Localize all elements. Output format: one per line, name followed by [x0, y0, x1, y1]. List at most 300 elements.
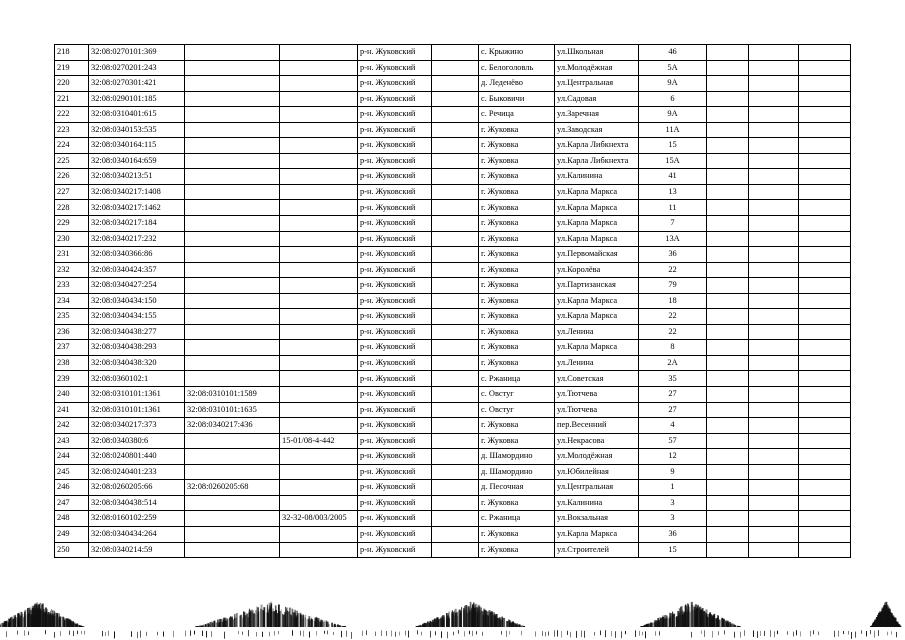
- cell-locality: г. Жуковка: [479, 262, 555, 278]
- cell-locality: с. Овстуг: [479, 402, 555, 418]
- cell-cad: 32:08:0270101:369: [89, 45, 185, 61]
- cell-district: р-н. Жуковский: [358, 526, 432, 542]
- cell-extra2: [749, 526, 799, 542]
- cell-house: 57: [639, 433, 707, 449]
- cell-district: р-н. Жуковский: [358, 355, 432, 371]
- cell-district: р-н. Жуковский: [358, 309, 432, 325]
- table-row: [55, 340, 851, 356]
- cell-num: 224: [55, 138, 89, 154]
- cell-street: ул.Заводская: [555, 122, 639, 138]
- cell-cad_prev: [185, 216, 280, 232]
- cell-cad: 32:08:0310401:615: [89, 107, 185, 123]
- cell-extra3: [799, 91, 851, 107]
- cell-street: ул.Калинина: [555, 495, 639, 511]
- cell-extra3: [799, 60, 851, 76]
- cell-empty: [432, 278, 479, 294]
- table-row: [55, 542, 851, 558]
- cell-district: р-н. Жуковский: [358, 340, 432, 356]
- cell-district: р-н. Жуковский: [358, 138, 432, 154]
- cell-locality: г. Жуковка: [479, 200, 555, 216]
- cell-cad: 32:08:0340217:184: [89, 216, 185, 232]
- cell-num: 237: [55, 340, 89, 356]
- cell-extra3: [799, 262, 851, 278]
- cell-extra3: [799, 526, 851, 542]
- table-row: [55, 309, 851, 325]
- cell-reg: [280, 91, 358, 107]
- cell-extra1: [707, 231, 749, 247]
- table-row: [55, 387, 851, 403]
- cell-district: р-н. Жуковский: [358, 91, 432, 107]
- cell-street: ул.Карла Маркса: [555, 184, 639, 200]
- cell-cad_prev: 32:08:0310101:1635: [185, 402, 280, 418]
- cell-reg: [280, 231, 358, 247]
- cell-street: ул.Центральная: [555, 480, 639, 496]
- cell-extra3: [799, 371, 851, 387]
- table-row: [55, 107, 851, 123]
- cell-reg: [280, 324, 358, 340]
- cell-num: 240: [55, 387, 89, 403]
- cell-empty: [432, 45, 479, 61]
- cell-house: 2А: [639, 355, 707, 371]
- cell-locality: с. Речица: [479, 107, 555, 123]
- cell-cad: 32:08:0360102:1: [89, 371, 185, 387]
- table-row: [55, 231, 851, 247]
- cell-district: р-н. Жуковский: [358, 480, 432, 496]
- cell-empty: [432, 402, 479, 418]
- table-row: [55, 511, 851, 527]
- scan-noise-blob: [195, 602, 346, 627]
- cell-num: 223: [55, 122, 89, 138]
- cell-num: 229: [55, 216, 89, 232]
- cell-house: 6: [639, 91, 707, 107]
- cell-extra1: [707, 153, 749, 169]
- cell-extra1: [707, 340, 749, 356]
- cell-extra2: [749, 231, 799, 247]
- cell-cad: 32:08:0270301:421: [89, 76, 185, 92]
- cell-locality: г. Жуковка: [479, 418, 555, 434]
- cell-extra3: [799, 495, 851, 511]
- cell-extra3: [799, 418, 851, 434]
- cell-cad_prev: [185, 511, 280, 527]
- cell-extra2: [749, 387, 799, 403]
- cell-locality: г. Жуковка: [479, 216, 555, 232]
- cell-locality: г. Жуковка: [479, 433, 555, 449]
- cell-cad_prev: [185, 107, 280, 123]
- cell-reg: 15-01/08-4-442: [280, 433, 358, 449]
- cell-empty: [432, 107, 479, 123]
- cell-reg: [280, 371, 358, 387]
- cell-extra3: [799, 107, 851, 123]
- cell-extra3: [799, 122, 851, 138]
- cell-num: 238: [55, 355, 89, 371]
- cell-house: 4: [639, 418, 707, 434]
- table-row: [55, 200, 851, 216]
- cell-empty: [432, 309, 479, 325]
- cell-street: ул.Карла Маркса: [555, 526, 639, 542]
- cell-extra2: [749, 433, 799, 449]
- cell-house: 5А: [639, 60, 707, 76]
- cell-district: р-н. Жуковский: [358, 402, 432, 418]
- cell-locality: г. Жуковка: [479, 231, 555, 247]
- cell-cad_prev: [185, 278, 280, 294]
- cell-street: ул.Карла Маркса: [555, 293, 639, 309]
- cell-extra2: [749, 340, 799, 356]
- cell-extra1: [707, 184, 749, 200]
- cell-extra1: [707, 76, 749, 92]
- cell-extra2: [749, 107, 799, 123]
- cell-cad_prev: [185, 526, 280, 542]
- cell-extra2: [749, 449, 799, 465]
- cell-cad_prev: [185, 231, 280, 247]
- cell-reg: [280, 216, 358, 232]
- cell-extra3: [799, 138, 851, 154]
- table-row: [55, 216, 851, 232]
- cell-street: ул.Советская: [555, 371, 639, 387]
- cell-extra3: [799, 76, 851, 92]
- cell-cad_prev: [185, 433, 280, 449]
- table-row: [55, 138, 851, 154]
- cell-district: р-н. Жуковский: [358, 464, 432, 480]
- cell-reg: [280, 247, 358, 263]
- cell-street: ул.Ленина: [555, 324, 639, 340]
- cell-locality: г. Жуковка: [479, 526, 555, 542]
- cell-cad: 32:08:0340434:150: [89, 293, 185, 309]
- cell-extra2: [749, 60, 799, 76]
- table-row: [55, 464, 851, 480]
- cell-extra1: [707, 433, 749, 449]
- cell-cad: 32:08:0290101:185: [89, 91, 185, 107]
- cell-num: 239: [55, 371, 89, 387]
- cell-reg: [280, 45, 358, 61]
- cell-house: 35: [639, 371, 707, 387]
- cell-cad: 32:08:0340427:254: [89, 278, 185, 294]
- cell-empty: [432, 511, 479, 527]
- cell-cad_prev: [185, 464, 280, 480]
- cell-cad: 32:08:0240801:440: [89, 449, 185, 465]
- table-row: [55, 433, 851, 449]
- cell-extra3: [799, 247, 851, 263]
- cell-empty: [432, 200, 479, 216]
- table-row: [55, 262, 851, 278]
- cell-extra1: [707, 309, 749, 325]
- cell-empty: [432, 324, 479, 340]
- cell-cad_prev: [185, 293, 280, 309]
- cell-empty: [432, 76, 479, 92]
- cell-extra1: [707, 418, 749, 434]
- cell-locality: г. Жуковка: [479, 184, 555, 200]
- cell-locality: г. Жуковка: [479, 309, 555, 325]
- cell-reg: [280, 278, 358, 294]
- cell-cad_prev: [185, 371, 280, 387]
- cell-cad: 32:08:0340153:535: [89, 122, 185, 138]
- cell-cad: 32:08:0340434:264: [89, 526, 185, 542]
- cell-cad_prev: [185, 60, 280, 76]
- cell-num: 233: [55, 278, 89, 294]
- scan-noise-strip: [0, 583, 905, 640]
- cell-extra1: [707, 355, 749, 371]
- cell-reg: [280, 107, 358, 123]
- cell-extra2: [749, 464, 799, 480]
- cell-extra1: [707, 247, 749, 263]
- cell-cad_prev: [185, 138, 280, 154]
- cell-cad: 32:08:0340380:6: [89, 433, 185, 449]
- cell-extra2: [749, 402, 799, 418]
- cell-district: р-н. Жуковский: [358, 60, 432, 76]
- cell-extra3: [799, 449, 851, 465]
- cell-empty: [432, 231, 479, 247]
- cell-cad: 32:08:0340366:86: [89, 247, 185, 263]
- table-row: [55, 184, 851, 200]
- cell-extra3: [799, 402, 851, 418]
- cell-locality: д. Шамордино: [479, 464, 555, 480]
- cell-street: ул.Калинина: [555, 169, 639, 185]
- cell-cad_prev: 32:08:0260205:68: [185, 480, 280, 496]
- cell-reg: [280, 184, 358, 200]
- cell-district: р-н. Жуковский: [358, 76, 432, 92]
- cell-street: ул.Карла Маркса: [555, 309, 639, 325]
- cell-cad: 32:08:0160102:259: [89, 511, 185, 527]
- cell-extra2: [749, 216, 799, 232]
- cell-house: 13: [639, 184, 707, 200]
- cell-num: 247: [55, 495, 89, 511]
- cell-cad_prev: [185, 200, 280, 216]
- cell-empty: [432, 293, 479, 309]
- cell-cad: 32:08:0340438:277: [89, 324, 185, 340]
- cell-reg: [280, 495, 358, 511]
- cell-house: 79: [639, 278, 707, 294]
- cell-house: 11: [639, 200, 707, 216]
- cell-extra2: [749, 153, 799, 169]
- cell-house: 41: [639, 169, 707, 185]
- cell-empty: [432, 184, 479, 200]
- cell-cad_prev: [185, 495, 280, 511]
- cell-empty: [432, 60, 479, 76]
- cell-empty: [432, 387, 479, 403]
- cell-reg: [280, 402, 358, 418]
- cell-extra2: [749, 91, 799, 107]
- cell-num: 230: [55, 231, 89, 247]
- table-row: [55, 122, 851, 138]
- cell-street: ул.Заречная: [555, 107, 639, 123]
- cell-extra1: [707, 60, 749, 76]
- cell-num: 236: [55, 324, 89, 340]
- cell-empty: [432, 526, 479, 542]
- cell-extra3: [799, 340, 851, 356]
- cell-empty: [432, 91, 479, 107]
- scan-noise-blob: [0, 602, 84, 627]
- cell-reg: [280, 262, 358, 278]
- cell-locality: с. Овстуг: [479, 387, 555, 403]
- cell-extra1: [707, 464, 749, 480]
- cell-empty: [432, 480, 479, 496]
- cell-reg: [280, 464, 358, 480]
- cell-cad: 32:08:0310101:1361: [89, 387, 185, 403]
- cell-extra2: [749, 480, 799, 496]
- table-row: [55, 169, 851, 185]
- cell-num: 228: [55, 200, 89, 216]
- cell-cad: 32:08:0340438:320: [89, 355, 185, 371]
- cell-num: 226: [55, 169, 89, 185]
- cell-extra3: [799, 200, 851, 216]
- cell-empty: [432, 542, 479, 558]
- cell-empty: [432, 153, 479, 169]
- cell-locality: с. Ржаница: [479, 511, 555, 527]
- cell-empty: [432, 169, 479, 185]
- table-row: [55, 355, 851, 371]
- cell-district: р-н. Жуковский: [358, 153, 432, 169]
- cell-street: ул.Карла Маркса: [555, 231, 639, 247]
- cell-extra1: [707, 402, 749, 418]
- cell-extra1: [707, 122, 749, 138]
- cell-district: р-н. Жуковский: [358, 231, 432, 247]
- table-row: [55, 247, 851, 263]
- property-registry-table: [54, 44, 851, 558]
- cell-street: ул.Строителей: [555, 542, 639, 558]
- table-row: [55, 371, 851, 387]
- cell-street: ул.Молодёжная: [555, 60, 639, 76]
- cell-district: р-н. Жуковский: [358, 262, 432, 278]
- cell-extra3: [799, 511, 851, 527]
- cell-house: 22: [639, 309, 707, 325]
- cell-district: р-н. Жуковский: [358, 371, 432, 387]
- cell-num: 241: [55, 402, 89, 418]
- scan-noise-blob: [640, 602, 740, 627]
- cell-cad_prev: [185, 262, 280, 278]
- cell-house: 11А: [639, 122, 707, 138]
- cell-locality: с. Крыжино: [479, 45, 555, 61]
- cell-cad_prev: [185, 340, 280, 356]
- cell-num: 248: [55, 511, 89, 527]
- cell-cad: 32:08:0240401:233: [89, 464, 185, 480]
- cell-locality: г. Жуковка: [479, 355, 555, 371]
- cell-house: 9А: [639, 76, 707, 92]
- cell-num: 227: [55, 184, 89, 200]
- cell-extra1: [707, 324, 749, 340]
- cell-street: ул.Школьная: [555, 45, 639, 61]
- cell-extra2: [749, 45, 799, 61]
- cell-extra1: [707, 45, 749, 61]
- cell-locality: г. Жуковка: [479, 278, 555, 294]
- table-row: [55, 76, 851, 92]
- cell-locality: г. Жуковка: [479, 122, 555, 138]
- cell-cad: 32:08:0340164:115: [89, 138, 185, 154]
- cell-extra1: [707, 169, 749, 185]
- cell-house: 22: [639, 262, 707, 278]
- cell-extra1: [707, 216, 749, 232]
- cell-num: 245: [55, 464, 89, 480]
- table-row: [55, 278, 851, 294]
- cell-cad: 32:08:0270201:243: [89, 60, 185, 76]
- cell-house: 22: [639, 324, 707, 340]
- cell-extra3: [799, 309, 851, 325]
- table-row: [55, 91, 851, 107]
- cell-house: 3: [639, 511, 707, 527]
- cell-district: р-н. Жуковский: [358, 324, 432, 340]
- cell-cad_prev: [185, 91, 280, 107]
- cell-cad_prev: 32:08:0310101:1589: [185, 387, 280, 403]
- cell-house: 15: [639, 542, 707, 558]
- table-row: [55, 45, 851, 61]
- cell-street: ул.Карла Маркса: [555, 200, 639, 216]
- cell-extra3: [799, 293, 851, 309]
- cell-cad_prev: [185, 449, 280, 465]
- cell-house: 9А: [639, 107, 707, 123]
- cell-house: 15: [639, 138, 707, 154]
- cell-street: ул.Карла Либкнехта: [555, 153, 639, 169]
- cell-num: 225: [55, 153, 89, 169]
- cell-district: р-н. Жуковский: [358, 293, 432, 309]
- cell-locality: с. Белоголовль: [479, 60, 555, 76]
- cell-cad: 32:08:0340217:1462: [89, 200, 185, 216]
- cell-house: 27: [639, 402, 707, 418]
- cell-extra2: [749, 122, 799, 138]
- cell-num: 242: [55, 418, 89, 434]
- cell-cad: 32:08:0310101:1361: [89, 402, 185, 418]
- cell-cad: 32:08:0340438:293: [89, 340, 185, 356]
- scan-noise-ticks: [6, 630, 897, 639]
- cell-cad_prev: [185, 309, 280, 325]
- cell-cad_prev: [185, 247, 280, 263]
- cell-extra3: [799, 387, 851, 403]
- cell-street: ул.Молодёжная: [555, 449, 639, 465]
- cell-house: 46: [639, 45, 707, 61]
- cell-house: 15А: [639, 153, 707, 169]
- cell-reg: [280, 293, 358, 309]
- cell-extra3: [799, 153, 851, 169]
- cell-cad_prev: [185, 184, 280, 200]
- cell-locality: г. Жуковка: [479, 495, 555, 511]
- cell-locality: г. Жуковка: [479, 138, 555, 154]
- cell-extra1: [707, 200, 749, 216]
- cell-empty: [432, 216, 479, 232]
- cell-street: ул.Тютчева: [555, 387, 639, 403]
- table-row: [55, 449, 851, 465]
- cell-locality: г. Жуковка: [479, 169, 555, 185]
- cell-district: р-н. Жуковский: [358, 278, 432, 294]
- cell-reg: [280, 355, 358, 371]
- cell-locality: г. Жуковка: [479, 247, 555, 263]
- cell-reg: 32-32-08/003/2005: [280, 511, 358, 527]
- cell-extra2: [749, 355, 799, 371]
- cell-street: ул.Партизанская: [555, 278, 639, 294]
- cell-street: ул.Вокзальная: [555, 511, 639, 527]
- cell-extra3: [799, 45, 851, 61]
- cell-extra3: [799, 231, 851, 247]
- cell-empty: [432, 464, 479, 480]
- cell-street: ул.Юбилейная: [555, 464, 639, 480]
- cell-cad: 32:08:0340424:357: [89, 262, 185, 278]
- cell-num: 235: [55, 309, 89, 325]
- cell-empty: [432, 355, 479, 371]
- cell-locality: с. Ржаница: [479, 371, 555, 387]
- cell-cad_prev: [185, 324, 280, 340]
- cell-num: 250: [55, 542, 89, 558]
- cell-district: р-н. Жуковский: [358, 107, 432, 123]
- cell-street: ул.Центральная: [555, 76, 639, 92]
- cell-street: ул.Первомайская: [555, 247, 639, 263]
- cell-extra1: [707, 262, 749, 278]
- cell-reg: [280, 153, 358, 169]
- cell-house: 7: [639, 216, 707, 232]
- cell-locality: г. Жуковка: [479, 340, 555, 356]
- cell-empty: [432, 262, 479, 278]
- cell-empty: [432, 418, 479, 434]
- cell-extra2: [749, 76, 799, 92]
- scan-noise-blob: [870, 602, 901, 627]
- cell-cad: 32:08:0340438:514: [89, 495, 185, 511]
- cell-locality: д. Шамордино: [479, 449, 555, 465]
- cell-cad: 32:08:0260205:66: [89, 480, 185, 496]
